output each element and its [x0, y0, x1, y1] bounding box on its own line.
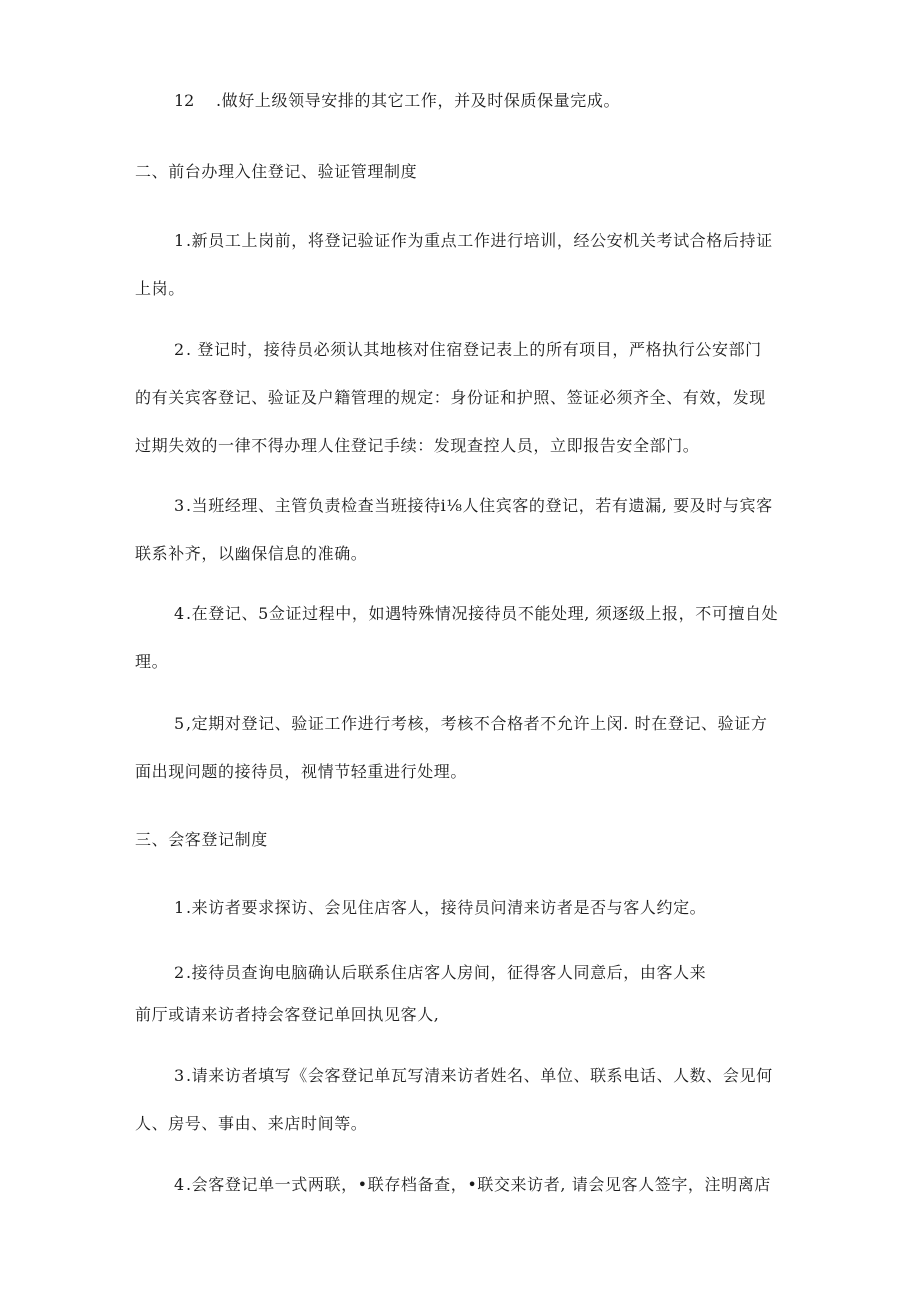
s3-item-1-line1: .来访者要求探访、会见住店客人，接待员问清来访者是否与客人约定。 — [186, 898, 707, 917]
s2-item-3-line2: 联系补齐，以幽保信息的准确。 — [135, 544, 368, 563]
s2-item-4-line1: .在登记、5佥证过程中，如遇特殊情况接待员不能处理, 须逐级上报，不可擅自处 — [186, 604, 779, 623]
item-12-text: .做好上级领导安排的其它工作，并及时保质保量完成。 — [216, 91, 621, 110]
s2-item-1-line2: 上岗。 — [135, 279, 185, 298]
s2-item-4-number: 4 — [174, 604, 185, 623]
s3-item-2-line2: 前厅或请来访者持会客登记单回执见客人, — [135, 1005, 440, 1024]
s2-item-1-number: 1 — [174, 231, 185, 250]
s2-item-5-line1: ,定期对登记、验证工作进行考核，考核不合格者不允许上闵. 时在登记、验证方 — [186, 714, 768, 733]
section-2-heading: 二、前台办理入住登记、验证管理制度 — [135, 162, 418, 181]
s3-item-3-line1: .请来访者填写《会客登记单瓦写清来访者姓名、单位、联系电话、人数、会见何 — [186, 1066, 773, 1085]
s2-item-5-line2: 面出现问题的接待员，视情节轻重进行处理。 — [135, 762, 468, 781]
s2-item-1-line1: .新员工上岗前，将登记验证作为重点工作进行培训，经公安机关考试合格后持证 — [186, 231, 773, 250]
s3-item-1-number: 1 — [174, 898, 185, 917]
section-3-heading: 三、会客登记制度 — [135, 830, 268, 849]
s2-item-2-number: 2 — [174, 340, 185, 359]
item-12-number: 12 — [174, 91, 195, 110]
s2-item-2-line3: 过期失效的一律不得办理人住登记手续：发现查控人员，立即报告安全部门。 — [135, 436, 700, 455]
s2-item-4-line2: 理。 — [135, 652, 169, 671]
s2-item-2-line1: . 登记时，接待员必须认其地核对住宿登记表上的所有项目，严格执行公安部门 — [186, 340, 762, 359]
s3-item-2-line1: .接待员查询电脑确认后联系住店客人房间，征得客人同意后，由客人来 — [186, 963, 707, 982]
s3-item-4-number: 4 — [174, 1175, 185, 1194]
s2-item-5-number: 5 — [174, 714, 185, 733]
s3-item-4-line1: .会客登记单一式两联，•联存档备查，•联交来访者, 请会见客人签字，注明离店 — [186, 1175, 771, 1194]
s2-item-3-number: 3 — [174, 496, 185, 515]
s2-item-2-line2: 的有关宾客登记、验证及户籍管理的规定：身份证和护照、签证必须齐全、有效，发现 — [135, 388, 766, 407]
s2-item-3-line1: .当班经理、主管负责检查当班接待i⅛人住宾客的登记，若有遗漏, 要及时与宾客 — [186, 496, 773, 515]
s3-item-2-number: 2 — [174, 963, 185, 982]
s3-item-3-line2: 人、房号、事由、来店时间等。 — [135, 1114, 368, 1133]
s3-item-3-number: 3 — [174, 1066, 185, 1085]
